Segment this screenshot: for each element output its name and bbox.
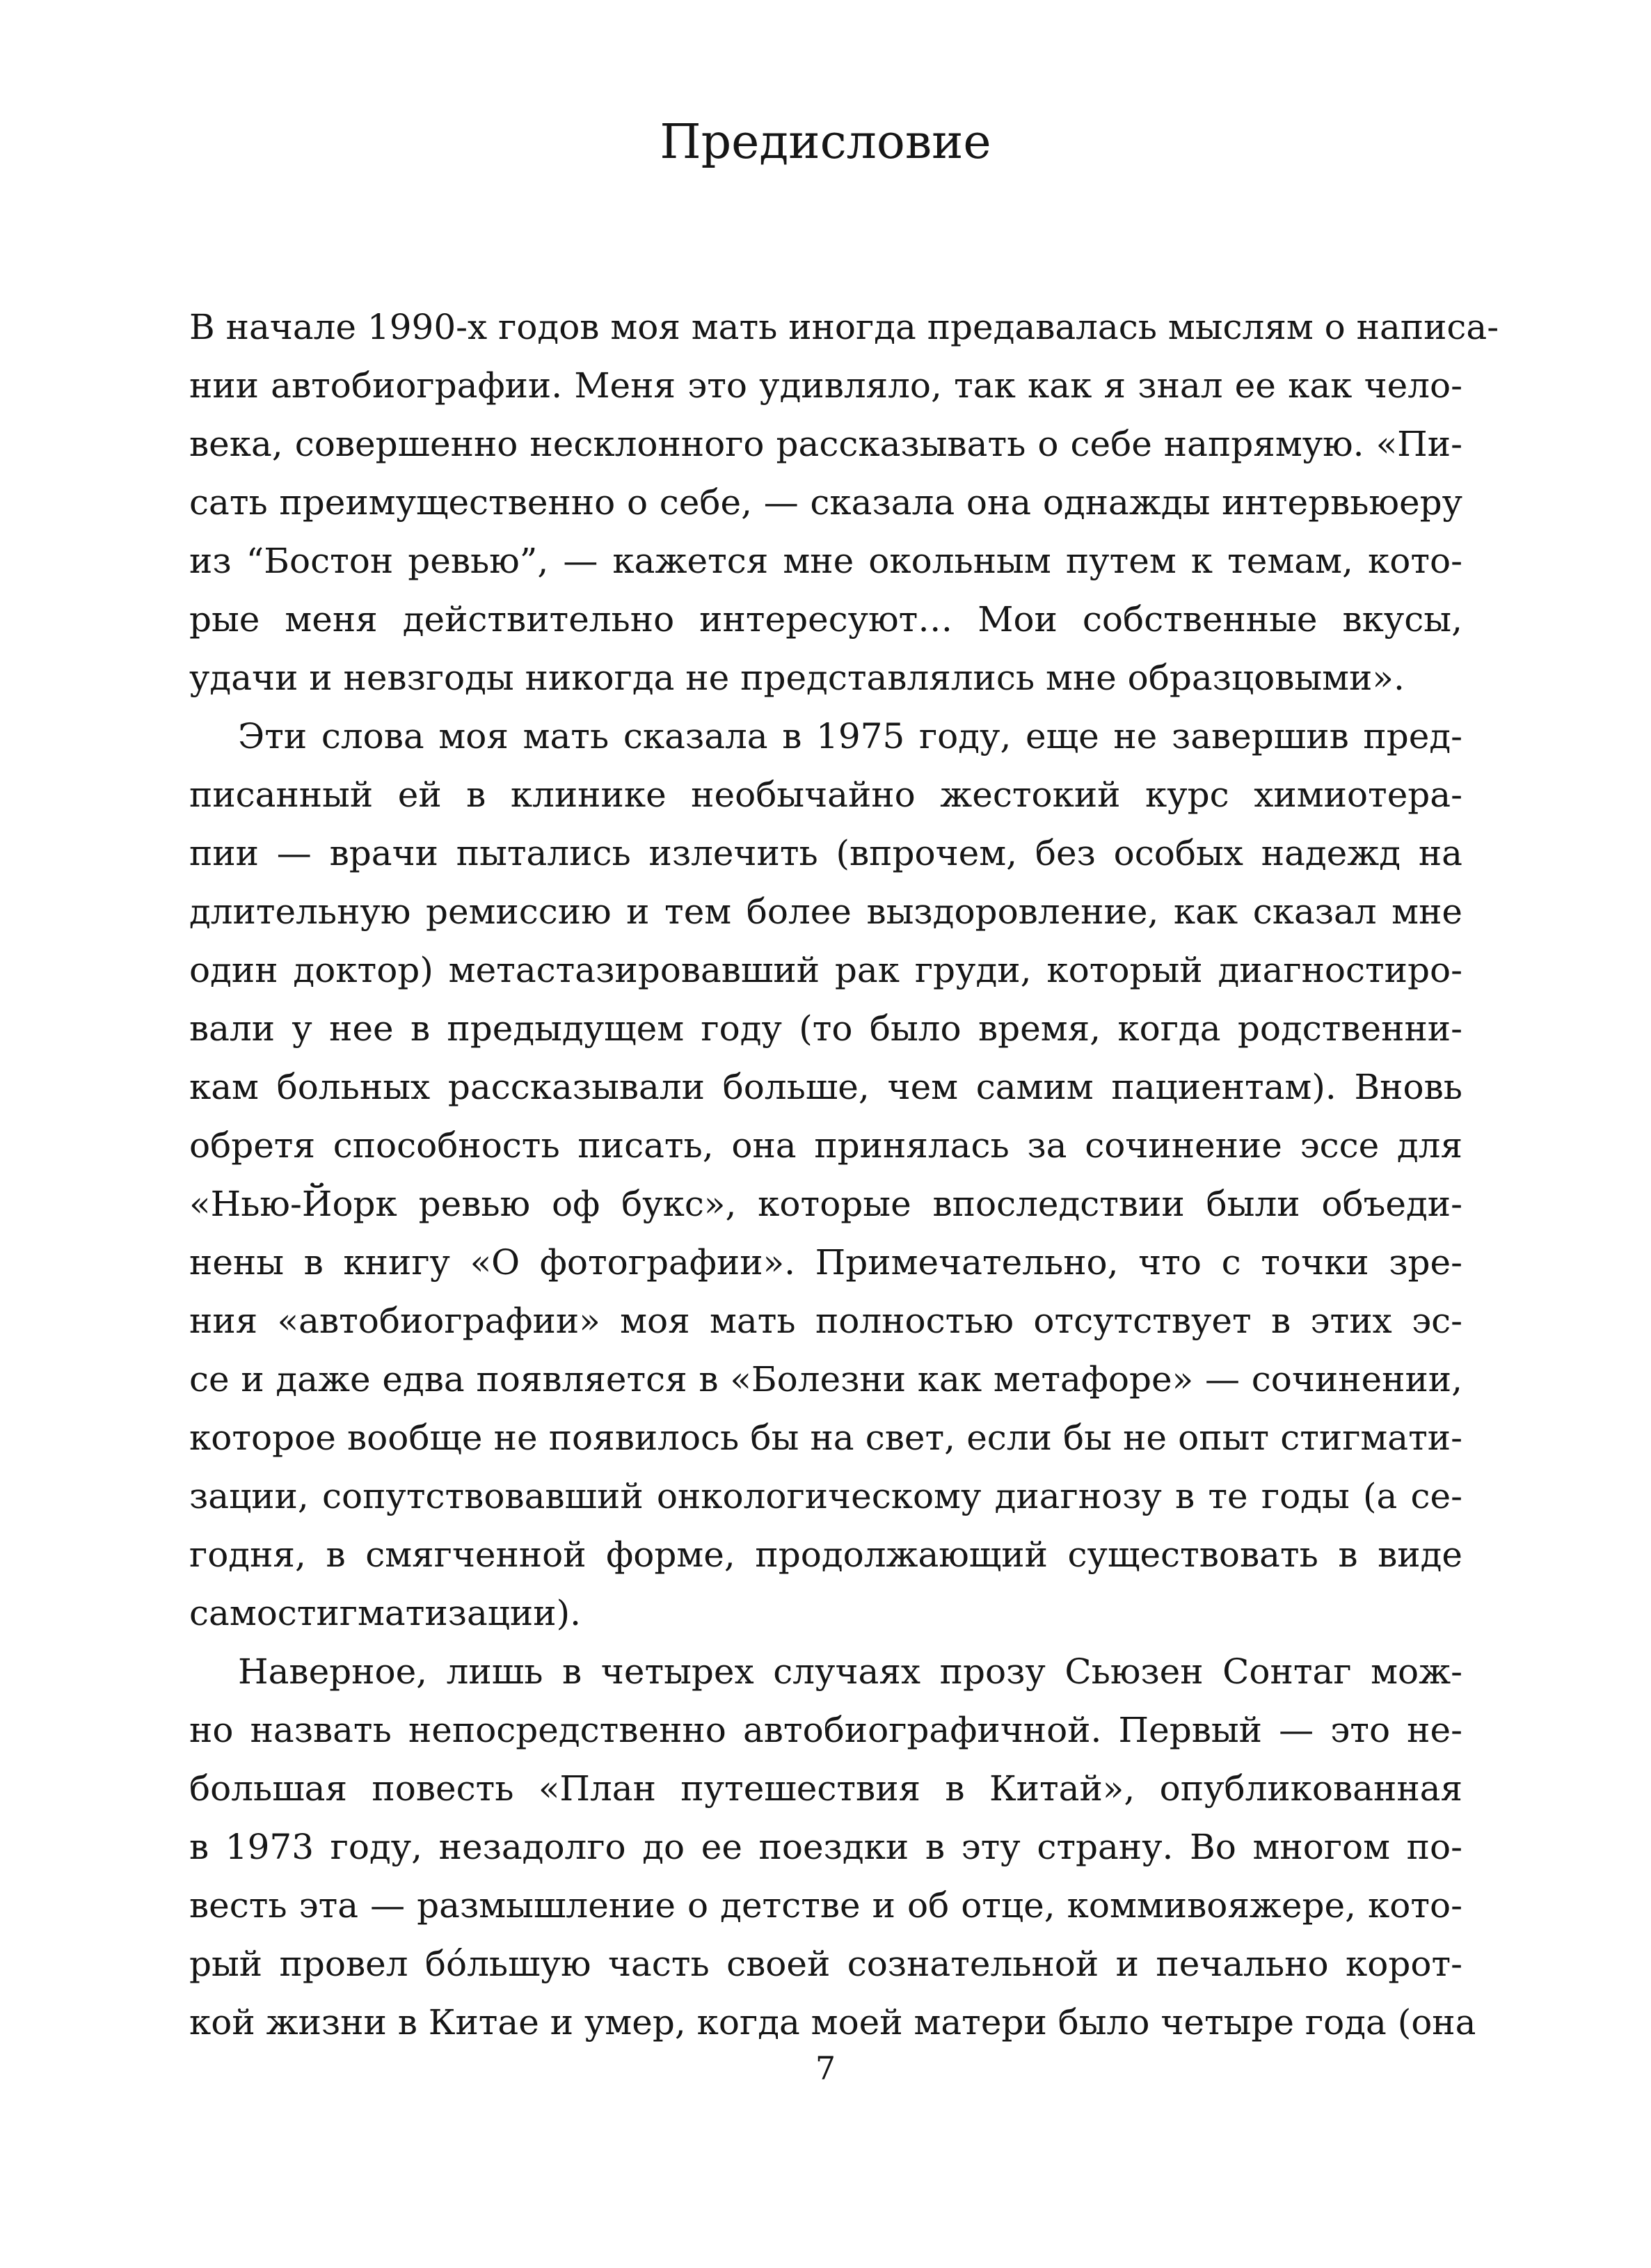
text-line: удачи и невзгоды никогда не представлялись мне образцовыми». xyxy=(189,658,1405,698)
text-line: вали у нее в предыдущем году (то было время, когда родственни- xyxy=(189,1008,1462,1049)
text-line: «Нью-Йорк ревью оф букс», которые впоследствии были объеди- xyxy=(189,1184,1462,1224)
text-line: которое вообще не появилось бы на свет, если бы не опыт стигмати- xyxy=(189,1418,1462,1458)
text-line: пии — врачи пытались излечить (впрочем, без особых надежд на xyxy=(189,833,1462,873)
text-line: Эти слова моя мать сказала в 1975 году, еще не завершив пред- xyxy=(238,716,1462,756)
text-line: из “Бостон ревью”, — кажется мне окольным путем к темам, кото- xyxy=(189,541,1462,581)
text-line: весть эта — размышление о детстве и об отце, коммивояжере, кото- xyxy=(189,1885,1462,1926)
text-line: годня, в смягченной форме, продолжающий существовать в виде xyxy=(189,1535,1462,1575)
text-line: се и даже едва появляется в «Болезни как метафоре» — сочинении, xyxy=(189,1359,1462,1399)
text-line: сать преимущественно о себе, — сказала она однажды интервьюеру xyxy=(189,482,1462,523)
text-line: писанный ей в клинике необычайно жестокий курс химиотера- xyxy=(189,775,1462,815)
text-line: зации, сопутствовавший онкологическому диагнозу в те годы (а се- xyxy=(189,1476,1462,1516)
text-line: длительную ремиссию и тем более выздоровление, как сказал мне xyxy=(189,891,1462,932)
text-line: В начале 1990-х годов моя мать иногда предавалась мыслям о написа- xyxy=(189,307,1499,347)
text-line: нены в книгу «О фотографии». Примечательно, что с точки зре- xyxy=(189,1242,1462,1283)
text-line: рый провел бóльшую часть своей сознательной и печально корот- xyxy=(189,1944,1462,1984)
chapter-title: Предисловие xyxy=(660,115,991,170)
text-line: обретя способность писать, она принялась за сочинение эссе для xyxy=(189,1125,1462,1166)
text-line: нии автобиографии. Меня это удивляло, так как я знал ее как чело- xyxy=(189,365,1462,406)
paragraph-3 xyxy=(189,1642,1476,2052)
text-line: кой жизни в Китае и умер, когда моей матери было четыре года (она xyxy=(189,2002,1476,2043)
text-line: большая повесть «План путешествия в Китай», опубликованная xyxy=(189,1768,1462,1809)
text-line: самостигматизации). xyxy=(189,1593,581,1633)
text-line: рые меня действительно интересуют… Мои собственные вкусы, xyxy=(189,599,1462,640)
body-text xyxy=(189,298,1499,2052)
text-line: кам больных рассказывали больше, чем самим пациентам). Вновь xyxy=(189,1067,1462,1107)
text-line: Наверное, лишь в четырех случаях прозу Сьюзен Сонтаг мож- xyxy=(238,1651,1462,1692)
page-number: 7 xyxy=(815,2049,836,2087)
text-line: но назвать непосредственно автобиографичной. Первый — это не- xyxy=(189,1710,1462,1750)
text-line: один доктор) метастазировавший рак груди, который диагностиро- xyxy=(189,950,1462,990)
paragraph-2 xyxy=(189,707,1462,1642)
paragraph-1 xyxy=(189,298,1499,707)
text-line: ния «автобиографии» моя мать полностью отсутствует в этих эс- xyxy=(189,1301,1462,1341)
text-line: века, совершенно несклонного рассказывать о себе напрямую. «Пи- xyxy=(189,424,1462,464)
text-line: в 1973 году, незадолго до ее поездки в эту страну. Во многом по- xyxy=(189,1827,1462,1867)
